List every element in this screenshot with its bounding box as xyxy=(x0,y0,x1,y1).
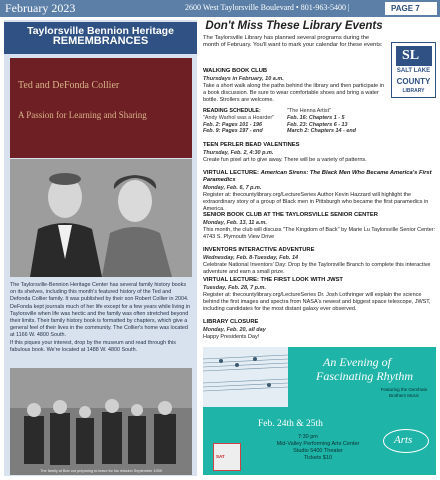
heritage-title-line2: REMEMBRANCES xyxy=(52,35,149,47)
page-header xyxy=(0,0,440,17)
event-when: Thursday, Feb. 2, 4:30 p.m. xyxy=(203,150,274,156)
event-badge xyxy=(213,443,241,471)
reading-date: March 2: Chapters 14 - end xyxy=(287,128,356,135)
arts-council-logo xyxy=(383,429,429,453)
reading-book-1: "Andy Warhol was a Hoarder" xyxy=(203,114,275,121)
heritage-paragraph: DeFonda kept journals much of her life except for a few years while living in Taylorsville when life was hectic and the family was often stretched beyond their limits. Their family history book is formatted by chapters, which give a general feel of their lives in the community. The Collier's home was located at 1166 W. 4800 South. xyxy=(10,304,191,338)
reading-book-2: "The Henna Artist" xyxy=(287,108,331,114)
reading-schedule-right xyxy=(287,108,356,135)
library-events-column xyxy=(203,20,436,476)
event-title: INVENTORS INTERACTIVE ADVENTURE xyxy=(203,247,315,253)
ad-time: 7:30 pm xyxy=(298,434,318,440)
ad-venue-line: Tickets $10 xyxy=(304,455,332,461)
event-title-italic: American Sirens: The Black Men Who Became America's First Paramedics xyxy=(203,170,432,183)
issue-month: February 2023 xyxy=(5,1,76,15)
event-title: LIBRARY CLOSURE xyxy=(203,319,259,325)
arts-logo-text: Arts xyxy=(394,434,413,446)
event-title xyxy=(203,170,436,184)
event-when: Tuesday, Feb. 28, 7 p.m. xyxy=(203,285,266,291)
library-logo-mark xyxy=(396,46,432,66)
ad-venue xyxy=(253,441,383,462)
heritage-paragraph: The Taylorsville-Bennion Heritage Center has several family history books on its shelves, including this month's featured history of the Ted and Defonda Collier family. It was published by their son Robert Collier in 2004. xyxy=(10,282,189,302)
event-when: Monday, Feb. 6, 7 p.m. xyxy=(203,185,262,191)
heritage-article-text xyxy=(10,282,192,355)
event-title-label: VIRTUAL LECTURE: xyxy=(203,170,259,176)
library-logo-line2: COUNTY xyxy=(396,77,431,86)
event-when: Wednesday, Feb. 8-Tuesday, Feb. 14 xyxy=(203,255,299,261)
reading-date: Feb. 16: Chapters 1 - 5 xyxy=(287,114,345,121)
library-logo-line1: SALT LAKE xyxy=(396,68,431,74)
event-title: VIRTUAL LECTURE: THE FIRST LOOK WITH JWST xyxy=(203,277,343,283)
book-cover-image xyxy=(10,58,192,158)
sheet-music-image xyxy=(203,347,288,407)
reading-date: Feb. 23: Chapters 6 - 13 xyxy=(287,121,348,128)
ad-title-line1: An Evening of xyxy=(323,355,391,369)
book-title: Ted and DeFonda Collier xyxy=(18,80,120,91)
book-subtitle: A Passion for Learning and Sharing xyxy=(18,110,147,120)
virtual-lecture-jwst xyxy=(203,277,436,313)
ad-title-line2: Fascinating Rhythm xyxy=(316,369,413,383)
family-photo-caption: The family at Bob out preparing to leave for his mission September 1959 xyxy=(40,469,162,473)
ad-venue-line: Mid-Valley Performing Arts Center xyxy=(276,441,360,447)
heritage-title-line1: Taylorsville Bennion Heritage xyxy=(27,25,174,37)
event-body: Register at: thecountylibrary.org/LectureSeries Author Kevin Hazzard will highlight the extraordinary story of a group of Black men in Pittsburgh who became the first paramedics in America. xyxy=(203,192,429,212)
event-body: Create fun pixel art to give away. There will be a variety of patterns. xyxy=(203,157,367,163)
ad-venue-line: Studio 5400 Theater xyxy=(293,448,343,454)
virtual-lecture-sirens xyxy=(203,170,436,213)
event-body: Take a short walk along the paths behind the library and then participate in a book discussion. Be sure to wear comfortable shoes and bring a water bottle. Strollers are welcome. xyxy=(203,83,385,103)
page-number: PAGE 7 xyxy=(391,4,420,13)
event-body: This month, the club will discuss "The Kingdom of Back" by Marie Lu Taylorsville Senior Center: 4743 S. Plymouth View Drive xyxy=(203,227,436,240)
library-logo-letters: SL xyxy=(402,48,420,63)
reading-schedule-label: READING SCHEDULE: xyxy=(203,108,261,114)
event-title: TEEN PERLER BEAD VALENTINES xyxy=(203,142,300,148)
event-when: Thursdays in February, 10 a.m. xyxy=(203,76,284,82)
ad-date: Feb. 24th & 25th xyxy=(258,419,323,429)
reading-date: Feb. 9: Pages 197 - end xyxy=(203,128,263,135)
header-address: 2600 West Taylorsville Boulevard • 801-963-5400 | xyxy=(185,3,350,12)
page-number-box xyxy=(384,1,438,16)
heritage-column xyxy=(4,20,197,476)
library-closure xyxy=(203,319,436,341)
event-when: Monday, Feb. 13, 11 a.m. xyxy=(203,220,267,226)
event-badge-text: SAT xyxy=(216,454,225,459)
reading-date: Feb. 2: Pages 101 - 196 xyxy=(203,121,263,128)
event-title: SENIOR BOOK CLUB AT THE TAYLORSVILLE SENIOR CENTER xyxy=(203,212,378,218)
event-when: Monday, Feb. 20, all day xyxy=(203,327,266,333)
reading-schedule-left xyxy=(203,108,274,135)
events-intro: The Taylorsville Library has planned several programs during the month of February. You'll want to mark your calendar for these events: xyxy=(203,35,383,49)
library-logo xyxy=(391,42,436,98)
couple-portrait-photo xyxy=(10,159,192,277)
inventors-adventure xyxy=(203,247,436,276)
teen-perler-event xyxy=(203,142,436,164)
ad-featuring: Featuring the Gershwin Brothers Music xyxy=(380,387,428,398)
concert-advertisement xyxy=(203,347,436,475)
event-body: Register at: thecountylibrary.org/LectureSeries Dr. Josh Lothringer will explain the science behind the first images and spectra from NASA's newest and biggest space telescope, JWST, including candidates for the most distant galaxy ever observed. xyxy=(203,292,431,312)
heritage-paragraph: If this piques your interest, drop by the museum and read through this fabulous book. We're located at 1488 W. 4800 South. xyxy=(10,340,177,353)
event-body: Celebrate National Inventors' Day: Drop by the Taylorsville Branch to complete this interactive adventure and earn a small prize. xyxy=(203,262,431,275)
senior-book-club xyxy=(203,212,436,241)
event-body: Happy Presidents Day! xyxy=(203,334,260,340)
walking-book-club xyxy=(203,68,385,104)
event-title: WALKING BOOK CLUB xyxy=(203,68,268,74)
library-logo-line3: LIBRARY xyxy=(402,88,425,94)
family-group-photo xyxy=(10,368,192,475)
events-heading: Don't Miss These Library Events xyxy=(205,20,383,32)
